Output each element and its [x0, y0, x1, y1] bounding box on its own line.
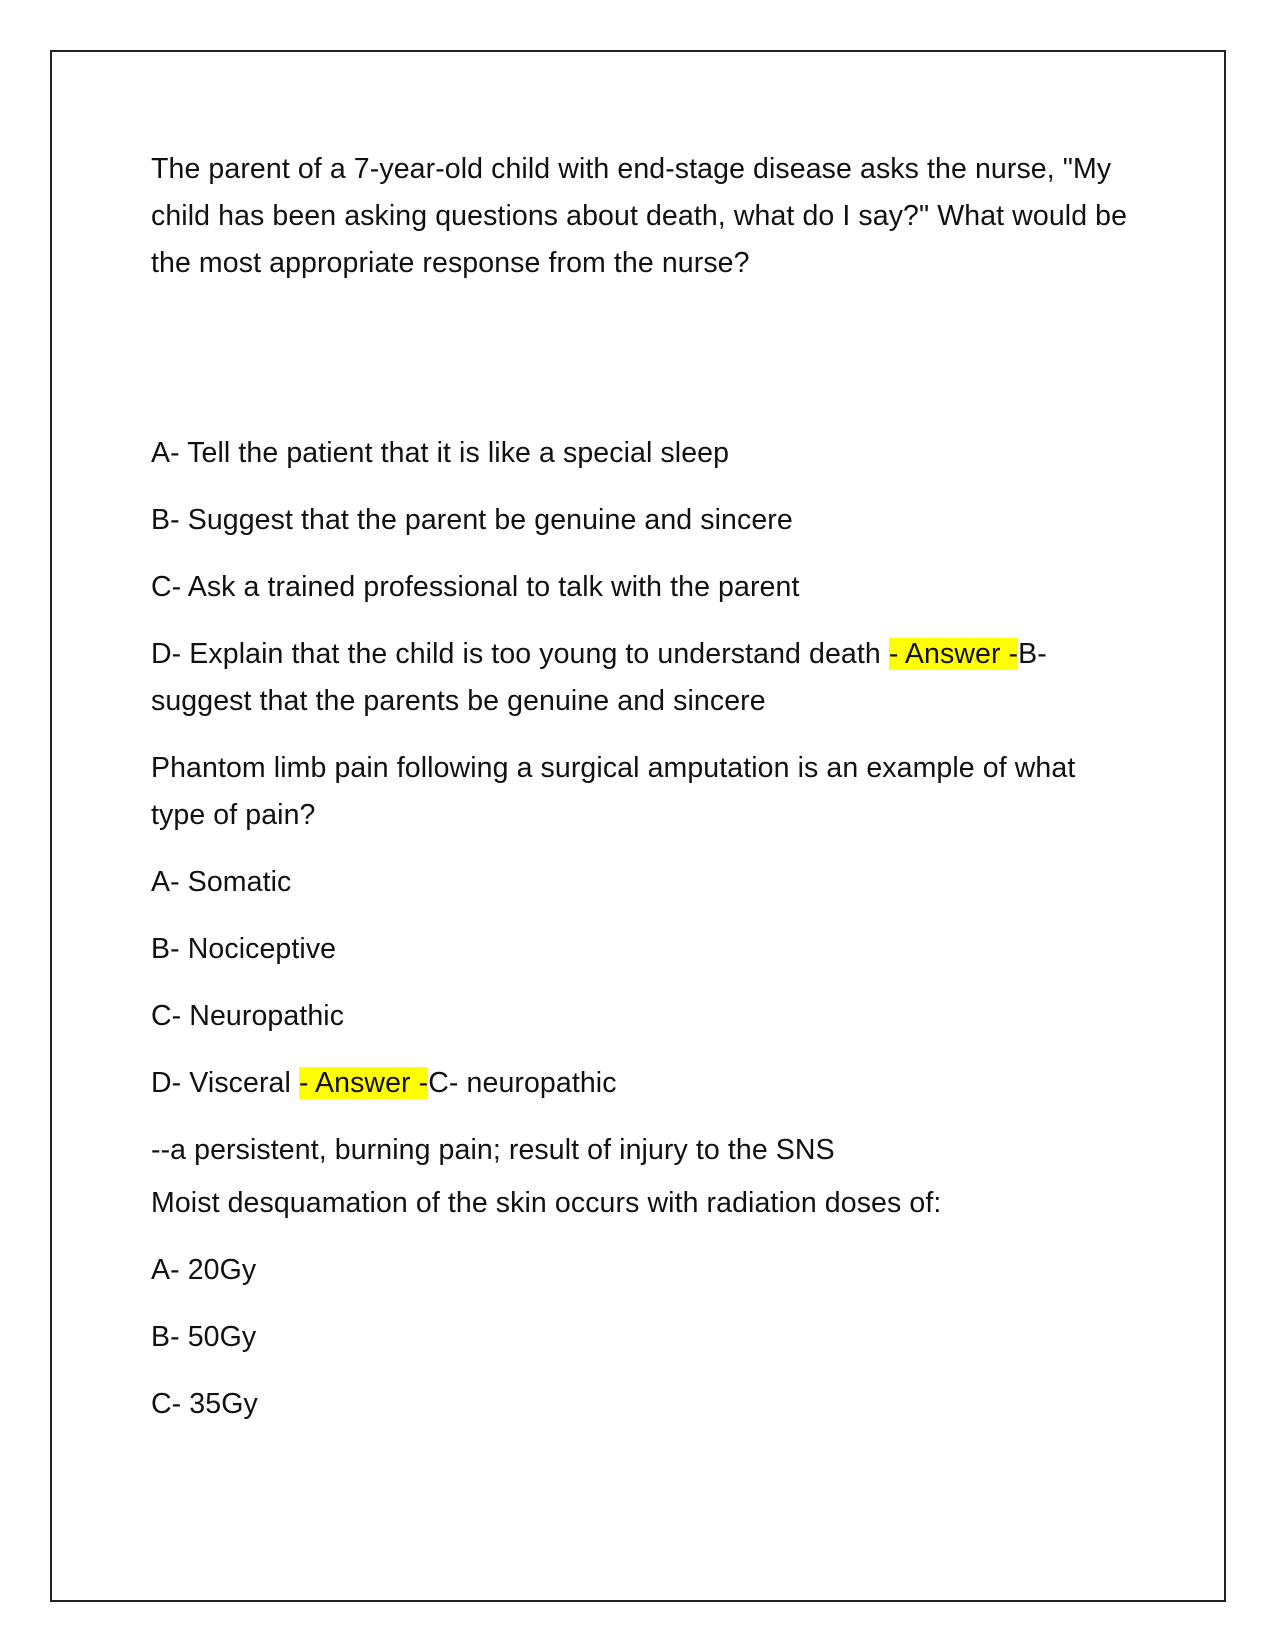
question-2-option-d: D- Visceral [151, 1067, 299, 1099]
question-1-option-b: B- Suggest that the parent be genuine and sincere [151, 504, 793, 536]
question-3-stem: Moist desquamation of the skin occurs with radiation doses of: [151, 1187, 942, 1219]
question-1-option-a: A- Tell the patient that it is like a special sleep [151, 437, 730, 469]
question-3-option-c: C- 35Gy [151, 1388, 258, 1420]
document-body [151, 146, 1131, 1448]
question-1-stem: The parent of a 7-year-old child with end-stage disease asks the nurse, "My child has been asking questions about death, what do I say?" What would be the most appropriate response from the nurse? [151, 153, 1128, 279]
question-2-stem: Phantom limb pain following a surgical amputation is an example of what type of pain? [151, 752, 1076, 831]
question-2-option-a: A- Somatic [151, 866, 292, 898]
question-1-option-d: D- Explain that the child is too young to understand death [151, 638, 889, 670]
question-1-option-d-with-answer [151, 631, 1131, 725]
answer-highlight: - Answer - [888, 638, 1019, 670]
question-2-option-b: B- Nociceptive [151, 933, 337, 965]
question-1-option-c: C- Ask a trained professional to talk with the parent [151, 571, 800, 603]
question-2-option-c: C- Neuropathic [151, 1000, 345, 1032]
question-2-answer: C- neuropathic [428, 1067, 617, 1099]
question-2-option-d-with-answer [151, 1060, 1131, 1107]
answer-highlight: - Answer - [298, 1067, 429, 1099]
question-1-answer: B- suggest that the parents be genuine and sincere [151, 638, 1047, 717]
question-3-option-a: A- 20Gy [151, 1254, 257, 1286]
question-2-rationale: --a persistent, burning pain; result of injury to the SNS [151, 1134, 835, 1166]
question-3-option-b: B- 50Gy [151, 1321, 257, 1353]
